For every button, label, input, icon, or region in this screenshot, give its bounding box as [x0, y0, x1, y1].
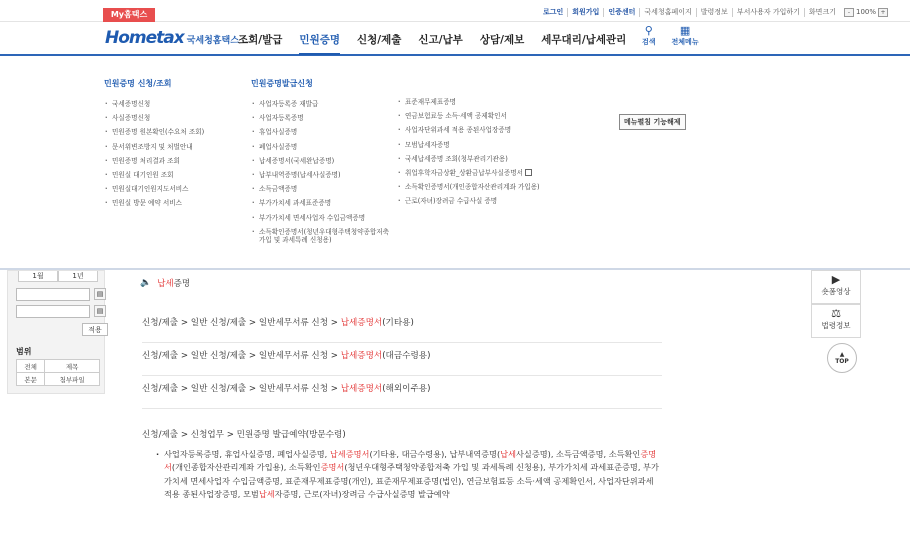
result-row[interactable] — [142, 376, 662, 409]
result-highlight: 납세증명서 — [340, 351, 383, 361]
result-highlight: 납세증명서 — [340, 318, 383, 328]
top-utility-bar — [0, 0, 910, 22]
all-menu-button[interactable] — [672, 25, 699, 47]
hometax-logo[interactable] — [105, 28, 239, 48]
top-label: TOP — [835, 358, 849, 365]
range-body-option[interactable]: 본문 — [17, 373, 45, 386]
chevron-up-icon: ▲ — [839, 351, 845, 358]
result-tail: (기타용) — [382, 318, 414, 328]
nav-civil-certificate[interactable]: 민원증명 — [299, 32, 340, 55]
range-title-option[interactable]: 제목 — [45, 360, 100, 373]
cert-center-link[interactable]: 인증센터 — [603, 8, 639, 17]
nav-consult-report[interactable]: 상담/제보 — [479, 34, 525, 46]
short-video-label: 숏폼영상 — [821, 287, 851, 296]
detail-highlight: 증명서 — [164, 449, 657, 473]
detail-highlight: 증명서 — [320, 462, 345, 473]
mega-item[interactable]: · 민원실 방문 예약 서비스 — [104, 199, 244, 207]
utility-links — [539, 8, 892, 17]
detail-path: 신청/제출 > 신청업무 > 민원증명 발급예약(방문수령) — [142, 430, 346, 440]
range-all-option[interactable]: 전체 — [17, 360, 45, 373]
period-1month-button[interactable]: 1월 — [18, 271, 58, 282]
mega-item[interactable]: · 근로(자녀)장려금 수급사실 증명 — [397, 197, 542, 205]
law-info-button[interactable] — [811, 304, 861, 338]
dept-user-signup-link[interactable]: 부서사용자 가입하기 — [732, 8, 804, 17]
mega-item[interactable]: · 소득확인증명서(청년우대형주택청약종합저축 가입 및 과세특례 신청용) — [251, 228, 391, 244]
menu-fix-toggle-button[interactable]: 메뉴펼침 기능해제 — [619, 114, 686, 130]
detail-highlight: 납세 — [258, 488, 275, 499]
mega-item-label: 취업후학자금상환_상환금납부사실증명서 — [405, 168, 523, 177]
search-icon: ⚲ — [644, 24, 653, 37]
detail-text: (기타용, 대금수령용), 납부내역증명( — [369, 449, 501, 459]
detail-highlight: 납세증명서 — [329, 449, 370, 459]
main-nav — [238, 32, 643, 55]
zoom-control — [840, 8, 892, 17]
screen-size-label: 화면크기 — [804, 8, 840, 17]
start-date-input[interactable] — [16, 288, 90, 301]
zoom-out-button[interactable]: - — [844, 8, 854, 17]
result-path: 신청/제출 > 일반 신청/제출 > 일반세무서류 신청 > — [142, 384, 341, 394]
result-row[interactable] — [142, 310, 662, 343]
grid-menu-icon: ▦ — [679, 24, 691, 37]
calendar-icon[interactable]: ▤ — [94, 305, 106, 317]
nts-homepage-link[interactable]: 국세청홈페이지 — [639, 8, 695, 17]
detail-text: 자증명, 근로(자녀)장려금 수급사실증명 발급예약 — [274, 488, 450, 499]
main-header — [0, 22, 910, 56]
mega-col-civil-apply — [104, 78, 244, 214]
mega-item[interactable]: · 소득확인증명서(개인종합자산관리계좌 가입용) — [397, 183, 542, 191]
mega-item[interactable]: · 사업자등록증명 — [251, 114, 391, 122]
range-label: 범위 — [16, 347, 32, 356]
mega-item[interactable]: · 연금보험료등 소득·세액 공제확인서 — [397, 112, 542, 120]
mega-col2-title[interactable]: 민원증명발급신청 — [251, 79, 313, 88]
mega-item[interactable]: · 표준재무제표증명 — [397, 98, 542, 106]
my-hometax-tab[interactable]: My홈택스 — [103, 8, 155, 22]
signup-link[interactable]: 회원가입 — [567, 8, 603, 17]
mega-item-external[interactable] — [397, 169, 542, 177]
scroll-top-button[interactable] — [827, 343, 857, 373]
result-path: 신청/제출 > 일반 신청/제출 > 일반세무서류 신청 > — [142, 351, 341, 361]
short-video-button[interactable] — [811, 270, 861, 304]
search-label: 검색 — [642, 38, 656, 46]
header-icons — [642, 25, 715, 47]
law-info-label: 법령정보 — [821, 321, 851, 330]
range-options — [16, 359, 100, 386]
search-filter-sidebar — [7, 270, 105, 394]
result-row[interactable] — [142, 343, 662, 376]
search-button[interactable] — [642, 25, 656, 47]
external-link-icon — [525, 169, 532, 176]
mega-item[interactable]: · 소득금액증명 — [251, 185, 391, 193]
mega-item[interactable]: · 납부내역증명(납세사실증명) — [251, 171, 391, 179]
gavel-icon: ⚖ — [831, 307, 841, 320]
mega-item[interactable]: · 사업자등록증 재발급 — [251, 100, 391, 108]
result-path: 신청/제출 > 일반 신청/제출 > 일반세무서류 신청 > — [142, 318, 341, 328]
mega-item[interactable]: · 민원실 대기인원 조회 — [104, 171, 244, 179]
result-tail: (해외이주용) — [382, 384, 431, 394]
zoom-level: 100% — [855, 8, 876, 16]
nav-report-pay[interactable]: 신고/납부 — [418, 34, 463, 46]
mega-col1-title[interactable]: 민원증명 신청/조회 — [104, 79, 172, 88]
mega-item[interactable]: · 사실증명신청 — [104, 114, 244, 122]
end-date-input[interactable] — [16, 305, 90, 318]
detail-body — [142, 448, 662, 501]
result-header — [140, 277, 190, 289]
mega-item[interactable]: · 민원실대기인원지도서비스 — [104, 185, 244, 193]
mega-item[interactable]: · 국세납세증명 조회(청부관리기관용) — [397, 155, 542, 163]
mega-item[interactable]: · 휴업사실증명 — [251, 128, 391, 136]
detail-text: (청년우대형주택청약종합저축 가입 및 과세특례 신청용), 부가가치세 과세표준증명, 부가가치세 면세사업자 수입금액증명, 표준재무제표증명(개인), 표준재무제표증명(법인), 연금보험료등 소득·세액 공제확인서, 사업자단위과세 적용 종된사업장증명, 모범 — [164, 462, 659, 499]
mega-item[interactable]: · 모범납세자증명 — [397, 141, 542, 149]
result-keyword-suffix: 증명 — [173, 279, 191, 289]
mega-item[interactable]: · 사업자단위과세 적용 종된사업장증명 — [397, 126, 542, 134]
result-keyword: 납세 — [157, 279, 174, 289]
play-icon: ▶ — [831, 273, 841, 286]
nav-apply-submit[interactable]: 신청/제출 — [357, 34, 402, 46]
all-menu-label: 전체메뉴 — [671, 38, 699, 46]
logo-wordmark: Hometax — [105, 28, 184, 48]
mega-item[interactable]: · 부가가치세 면세사업자 수입금액증명 — [251, 214, 391, 222]
result-tail: (대금수령용) — [382, 351, 431, 361]
mega-item[interactable]: · 납세증명서(국세완납증명) — [251, 157, 391, 165]
login-link[interactable]: 로그인 — [543, 8, 564, 16]
logo-subtitle: 국세청홈택스 — [186, 36, 239, 46]
calendar-icon[interactable]: ▤ — [94, 288, 106, 300]
mega-item[interactable]: · 국세증명신청 — [104, 100, 244, 108]
range-attachment-option[interactable]: 첨부파일 — [45, 373, 100, 386]
detail-text: 사업자등록증명, 휴업사실증명, 폐업사실증명, — [164, 449, 330, 459]
apply-button[interactable]: 적용 — [82, 323, 108, 336]
speaker-icon[interactable]: 🔈 — [140, 278, 152, 288]
result-detail[interactable] — [142, 428, 662, 501]
nav-inquiry-issue[interactable]: 조회/발급 — [238, 34, 283, 46]
period-1year-button[interactable]: 1년 — [58, 271, 98, 282]
zoom-in-button[interactable]: + — [878, 8, 888, 17]
mega-item[interactable]: · 폐업사실증명 — [251, 143, 391, 151]
detail-text: 사실증명), 소득금액증명, 소득확인 — [516, 449, 641, 459]
mega-item[interactable]: · 민원증명 처리결과 조회 — [104, 157, 244, 165]
notice-link[interactable]: 발령정보 — [696, 8, 732, 17]
mega-item[interactable]: · 문서위변조방지 및 처벌안내 — [104, 143, 244, 151]
mega-col-cert-issue-2 — [397, 78, 542, 212]
mega-item[interactable]: · 민원증명 원본확인(수요처 조회) — [104, 128, 244, 136]
mega-item[interactable]: · 부가가치세 과세표준증명 — [251, 199, 391, 207]
result-highlight: 납세증명서 — [340, 384, 383, 394]
detail-text: (개인종합자산관리계좌 가입용), 소득확인 — [171, 462, 321, 473]
mega-col-cert-issue — [251, 78, 391, 250]
nav-tax-agent[interactable]: 세무대리/납세관리 — [541, 34, 627, 46]
detail-highlight: 납세 — [500, 449, 516, 459]
